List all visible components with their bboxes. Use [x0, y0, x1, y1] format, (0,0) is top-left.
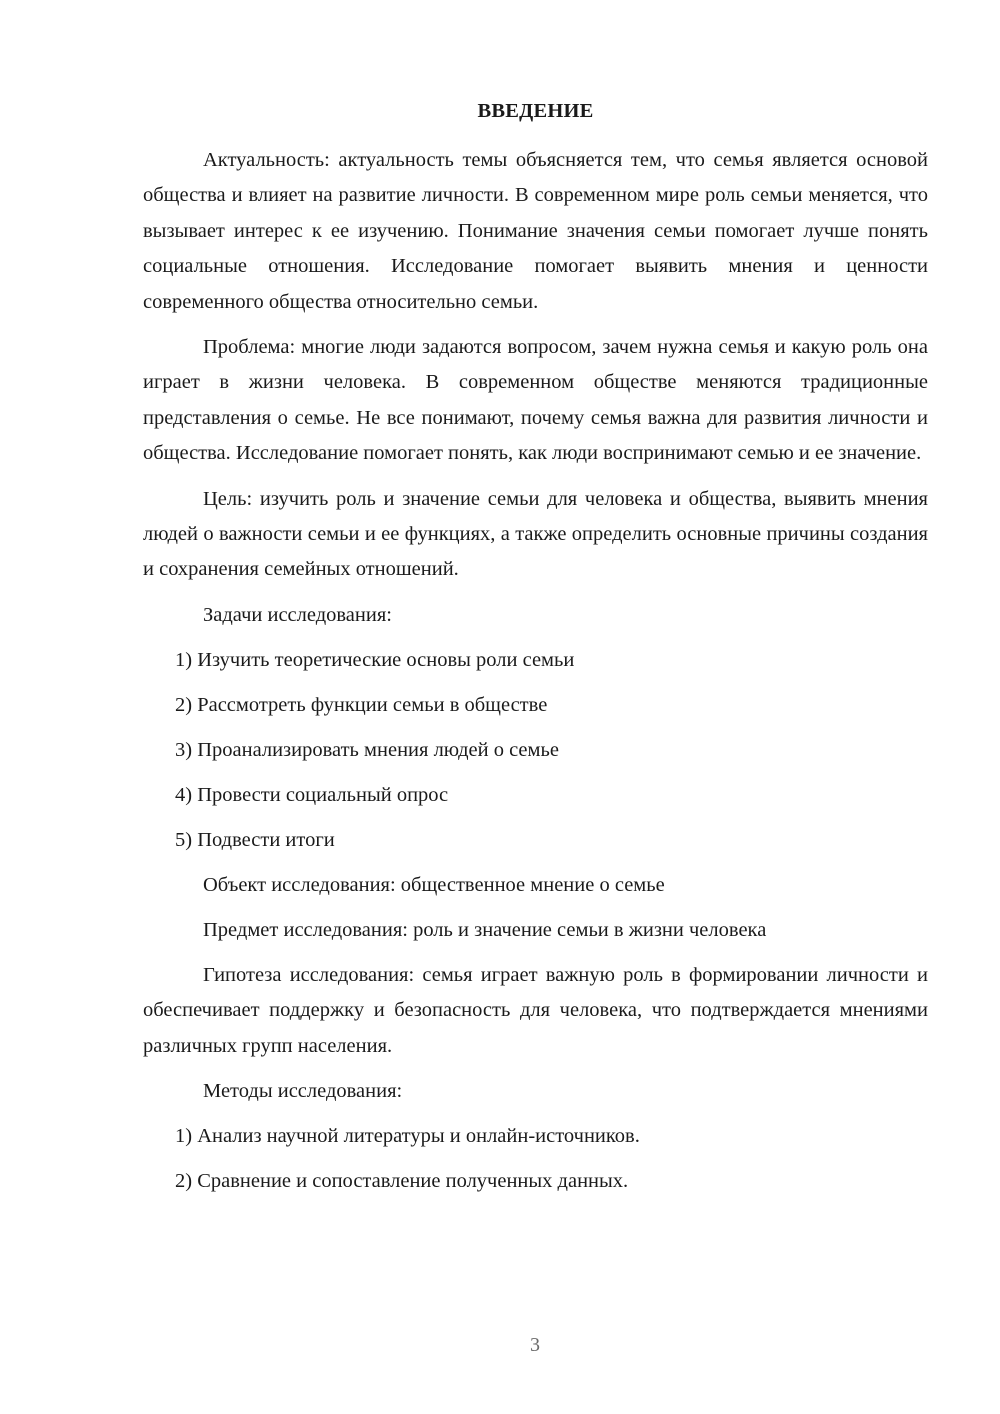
methods-list — [143, 1119, 928, 1199]
document-page — [143, 96, 928, 1209]
task-item: 1) Изучить теоретические основы роли семьи — [175, 648, 575, 671]
page-number: 3 — [530, 1334, 540, 1356]
methods-heading: Методы исследования: — [203, 1080, 403, 1103]
section-title: ВВЕДЕНИЕ — [477, 100, 594, 122]
tasks-heading: Задачи исследования: — [203, 603, 392, 626]
problem-paragraph: Проблема: многие люди задаются вопросом, зачем нужна семья и какую роль она играет в жизни человека. В современном обществе меняются традиционные представления о семье. Не все понимают, почему семья важна для развития личности и общества. Исследование помогает понять, как люди воспринимают семью и ее значение. — [143, 336, 928, 465]
task-item: 2) Рассмотреть функции семьи в обществе — [175, 693, 548, 716]
method-item: 2) Сравнение и сопоставление полученных данных. — [175, 1170, 629, 1193]
method-item: 1) Анализ научной литературы и онлайн-источников. — [175, 1125, 640, 1148]
task-item: 3) Проанализировать мнения людей о семье — [175, 738, 559, 761]
task-item: 4) Провести социальный опрос — [175, 783, 449, 806]
relevance-paragraph: Актуальность: актуальность темы объясняется тем, что семья является основой общества и влияет на развитие личности. В современном мире роль семьи меняется, что вызывает интерес к ее изучению. Понимание значения семьи помогает лучше понять социальные отношения. Исследование помогает выявить мнения и ценности современного общества относительно семьи. — [143, 149, 928, 313]
research-subject: Предмет исследования: роль и значение семьи в жизни человека — [203, 918, 767, 941]
goal-paragraph: Цель: изучить роль и значение семьи для человека и общества, выявить мнения людей о важности семьи и ее функциях, а также определить основные причины создания и сохранения семейных отношений. — [143, 487, 928, 581]
tasks-list — [143, 643, 928, 858]
hypothesis-paragraph: Гипотеза исследования: семья играет важную роль в формировании личности и обеспечивает поддержку и безопасность для человека, что подтверждается мнениями различных групп населения. — [143, 963, 928, 1057]
task-item: 5) Подвести итоги — [175, 828, 335, 851]
research-object: Объект исследования: общественное мнение о семье — [203, 873, 665, 896]
